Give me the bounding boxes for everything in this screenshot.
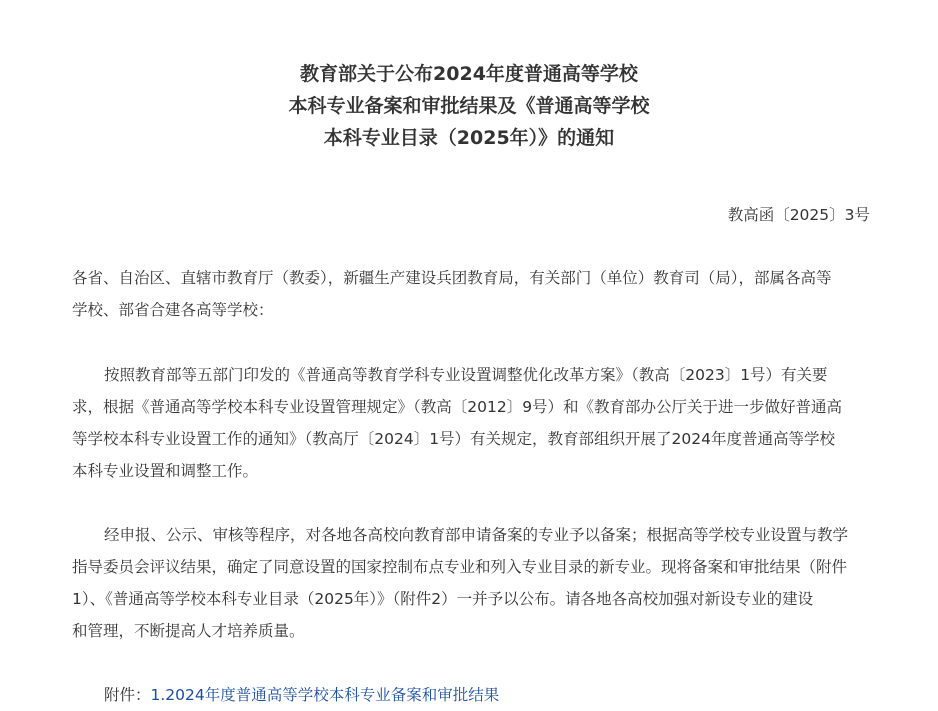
- paragraph-2-line-2: 指导委员会评议结果，确定了同意设置的国家控制布点专业和列入专业目录的新专业。现将备案和审批结果（附件: [72, 558, 848, 576]
- title-line-3: 本科专业目录（2025年）》的通知: [323, 127, 615, 149]
- paragraph-2-line-4: 和管理，不断提高人才培养质量。: [72, 622, 305, 640]
- notice-title: [0, 58, 938, 154]
- paragraph-1-line-2: 求，根据《普通高等学校本科专业设置管理规定》（教高〔2012〕9号）和《教育部办公厅关于进一步做好普通高: [72, 398, 843, 416]
- addressee-line-2: 学校、部省合建各高等学校：: [72, 301, 274, 319]
- attachment-1-link[interactable]: 1.2024年度普通高等学校本科专业备案和审批结果: [150, 686, 500, 704]
- addressee-paragraph: [72, 262, 872, 326]
- addressee-line-1: 各省、自治区、直辖市教育厅（教委），新疆生产建设兵团教育局，有关部门（单位）教育司（局），部属各高等: [72, 269, 832, 287]
- paragraph-1-line-1: 按照教育部等五部门印发的《普通高等教育学科专业设置调整优化改革方案》（教高〔2023〕1号）有关要: [104, 366, 828, 384]
- title-line-2: 本科专业备案和审批结果及《普通高等学校: [288, 95, 650, 117]
- paragraph-2-line-3: 1）、《普通高等学校本科专业目录（2025年）》（附件2）一并予以公布。请各地各高校加强对新设专业的建设: [72, 590, 814, 608]
- paragraph-1-line-4: 本科专业设置和调整工作。: [72, 462, 259, 480]
- title-line-1: 教育部关于公布2024年度普通高等学校: [300, 63, 638, 85]
- paragraph-2-line-1: 经申报、公示、审核等程序，对各地各高校向教育部申请备案的专业予以备案；根据高等学校专业设置与教学: [104, 526, 849, 544]
- paragraph-1-line-3: 等学校本科专业设置工作的通知》（教高厅〔2024〕1号）有关规定，教育部组织开展了2024年度普通高等学校: [72, 430, 836, 448]
- document-number: 教高函〔2025〕3号: [727, 206, 870, 224]
- body-paragraph-2: [72, 519, 872, 647]
- body-paragraph-1: [72, 359, 872, 487]
- attachment-line: [104, 679, 499, 711]
- attachment-label: 附件：: [104, 686, 151, 704]
